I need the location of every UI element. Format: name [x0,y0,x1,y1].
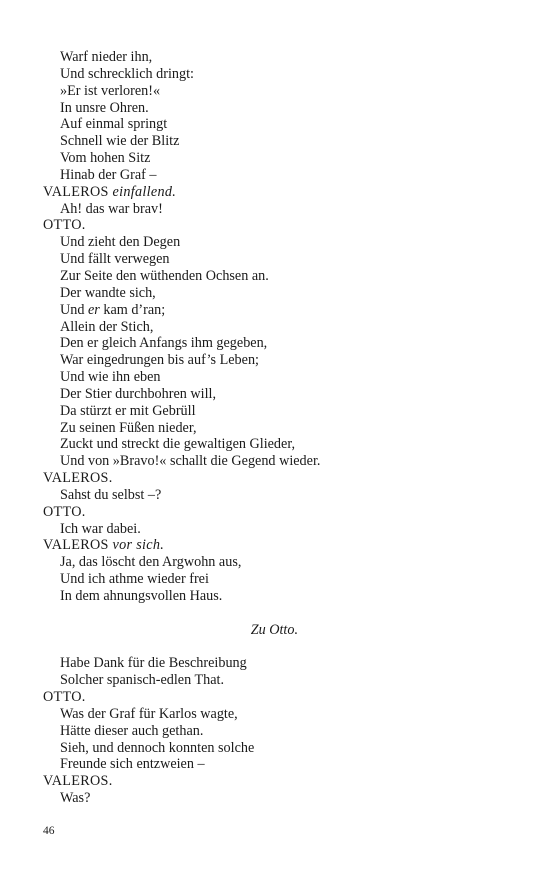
verse-line [43,453,510,470]
speaker-line [43,470,510,487]
verse-text: Und fällt verwegen [60,251,170,268]
verse-text: In unsre Ohren. [60,99,149,116]
speaker-name: OTTO. [43,217,86,234]
verse-line [43,268,510,285]
verse-text: Da stürzt er mit Gebrüll [60,402,196,419]
play-text [43,49,510,807]
emphasis-text: er [87,301,100,318]
speaker-line [43,217,510,234]
verse-line [43,571,510,588]
verse-text: Den er gleich Anfangs ihm gegeben, [60,335,268,352]
verse-line [43,403,510,420]
verse-text: Freunde sich entzweien – [60,756,205,773]
verse-line [43,420,510,437]
verse-line [43,319,510,336]
verse-line [43,554,510,571]
verse-text: Sahst du selbst –? [60,486,162,503]
verse-line [43,150,510,167]
verse-text: Und [60,301,88,318]
verse-text: War eingedrungen bis auf’s Leben; [60,352,259,369]
verse-text: Was der Graf für Karlos wagte, [60,705,238,722]
speaker-line [43,773,510,790]
speaker-name: VALEROS [43,183,113,200]
verse-text: Schnell wie der Blitz [60,133,180,150]
verse-line [43,352,510,369]
verse-text: Auf einmal springt [60,116,168,133]
verse-line [43,234,510,251]
verse-text: »Er ist verloren!« [60,82,161,99]
verse-text: Und ich athme wieder frei [60,571,209,588]
blank-line [43,605,510,622]
verse-text: Und von »Bravo!« schallt die Gegend wieder. [60,453,321,470]
verse-line [43,723,510,740]
verse-line [43,436,510,453]
verse-text: Zur Seite den wüthenden Ochsen an. [60,267,269,284]
verse-line [43,655,510,672]
verse-line [43,588,510,605]
verse-text: Habe Dank für die Beschreibung [60,655,247,672]
verse-text: Solcher spanisch-edlen That. [60,672,225,689]
verse-line [43,167,510,184]
stage-direction: Zu Otto. [250,621,298,638]
verse-line [43,285,510,302]
verse-text-rest: kam d’ran; [99,301,166,318]
speaker-line [43,689,510,706]
verse-text: Hätte dieser auch gethan. [60,722,204,739]
verse-line [43,487,510,504]
verse-line [43,790,510,807]
verse-text: Und wie ihn eben [60,369,161,386]
speaker-line [43,537,510,554]
verse-line [43,672,510,689]
verse-text: Ich war dabei. [60,520,141,537]
verse-line [43,100,510,117]
speaker-name: VALEROS. [43,773,113,790]
speaker-name: VALEROS. [43,470,113,487]
blank-line [43,639,510,656]
verse-text: Warf nieder ihn, [60,49,153,65]
verse-line [43,521,510,538]
stage-direction: vor sich. [112,537,165,554]
verse-line [43,116,510,133]
verse-line [43,251,510,268]
verse-text: Ah! das war brav! [60,200,163,217]
verse-text: Sieh, und dennoch konnten solche [60,739,255,756]
verse-text: Was? [60,790,91,807]
verse-text: Der wandte sich, [60,284,156,301]
speaker-line [43,504,510,521]
verse-line [43,740,510,757]
verse-text: Zu seinen Füßen nieder, [60,419,197,436]
verse-text: Und zieht den Degen [60,234,181,251]
verse-text: Allein der Stich, [60,318,154,335]
speaker-line [43,184,510,201]
verse-text: Hinab der Graf – [60,166,157,183]
verse-line [43,83,510,100]
verse-line [43,386,510,403]
verse-text: In dem ahnungsvollen Haus. [60,588,223,604]
speaker-name: OTTO. [43,503,86,520]
verse-text: Zuckt und streckt die gewaltigen Glieder, [60,436,296,453]
verse-line [43,302,510,319]
page-number: 46 [43,825,55,837]
verse-line [43,756,510,773]
verse-line [43,706,510,723]
speaker-name: VALEROS [43,537,113,554]
verse-text: Und schrecklich dringt: [60,65,194,82]
speaker-name: OTTO. [43,689,86,706]
stage-direction-line [43,622,510,639]
verse-text: Vom hohen Sitz [60,150,151,167]
verse-line [43,369,510,386]
verse-line [43,335,510,352]
verse-line [43,201,510,218]
verse-line [43,133,510,150]
stage-direction: einfallend. [112,183,177,200]
verse-line [43,49,510,66]
verse-text: Der Stier durchbohren will, [60,385,217,402]
verse-text: Ja, das löscht den Argwohn aus, [60,554,242,571]
verse-line [43,66,510,83]
